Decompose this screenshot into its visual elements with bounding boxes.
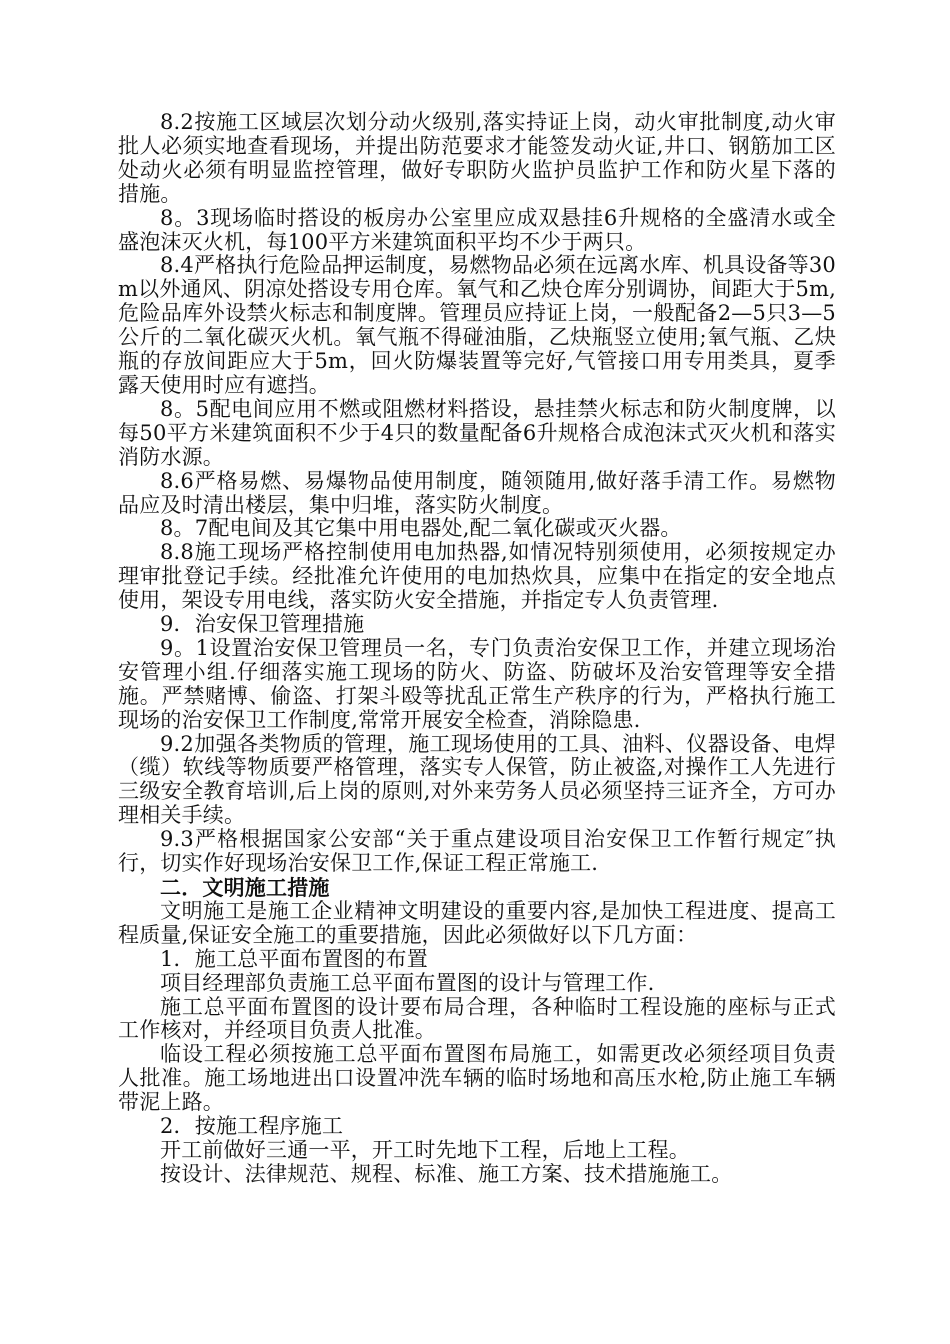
chapter-heading-civilized-construction: 二．文明施工措施	[160, 875, 330, 900]
paragraph-9-2: 9.2加强各类物质的管理，施工现场使用的工具、油料、仪器设备、电焊（缆）软线等物质要严格管理，落实专人保管，防止被盗,对操作工人先进行三级安全教育培训,后上岗的原则,对外来劳务人员必须坚持三证齐全，方可办理相关手续。	[118, 731, 836, 828]
paragraph-9-1: 9。1设置治安保卫管理员一名，专门负责治安保卫工作，并建立现场治安管理小组.仔细落实施工现场的防火、防盗、防破坏及治安管理等安全措施。严禁赌博、偷盗、打架斗殴等扰乱正常生产秩序的行为，严格执行施工现场的治安保卫工作制度,常常开展安全检查，消除隐患.	[118, 635, 836, 732]
paragraph-8-2: 8.2按施工区域层次划分动火级别,落实持证上岗，动火审批制度,动火审批人必须实地查看现场，并提出防范要求才能签发动火证,井口、钢筋加工区处动火必须有明显监控管理，做好专职防火监护员监护工作和防火星下落的措施。	[118, 110, 836, 206]
paragraph-8-8: 8.8施工现场严格控制使用电加热器,如情况特别须使用，必须按规定办理审批登记手续。经批准允许使用的电加热炊具，应集中在指定的安全地点使用，架设专用电线，落实防火安全措施，并指定专人负责管理.	[118, 540, 836, 613]
paragraph-8-4: 8.4严格执行危险品押运制度，易燃物品必须在远离水库、机具设备等30m以外通风、阴凉处搭设专用仓库。氧气和乙炔仓库分别调协，间距大于5m,危险品库外设禁火标志和制度牌。管理员应持证上岗，一般配备2—5只3—5公斤的二氧化碳灭火机。氧气瓶不得碰油脂，乙炔瓶竖立使用;氧气瓶、乙炔瓶的存放间距应大于5m，回火防爆装置等完好,气管接口用专用类具，夏季露天使用时应有遮挡。	[118, 253, 836, 397]
paragraph-9-3: 9.3严格根据国家公安部“关于重点建设项目治安保卫工作暂行规定″执行，切实作好现场治安保卫工作,保证工程正常施工.	[118, 827, 836, 876]
paragraph-layout-design: 施工总平面布置图的设计要布局合理，各种临时工程设施的座标与正式工作核对，并经项目负责人批准。	[118, 994, 836, 1043]
paragraph-civilized-intro: 文明施工是施工企业精神文明建设的重要内容,是加快工程进度、提高工程质量,保证安全施工的重要措施，因此必须做好以下几方面：	[118, 898, 836, 947]
paragraph-layout-responsibility: 项目经理部负责施工总平面布置图的设计与管理工作.	[160, 970, 655, 995]
paragraph-8-5: 8。5配电间应用不燃或阻燃材料搭设，悬挂禁火标志和防火制度牌，以每50平方米建筑面积不少于4只的数量配备6升规格合成泡沫式灭火机和落实消防水源。	[118, 396, 836, 469]
paragraph-temporary-works: 临设工程必须按施工总平面布置图布局施工，如需更改必须经项目负责人批准。施工场地进出口设置冲洗车辆的临时场地和高压水枪,防止施工车辆带泥上路。	[118, 1042, 836, 1115]
paragraph-8-7: 8。7配电间及其它集中用电器处,配二氧化碳或灭火器。	[160, 516, 682, 541]
subheading-1-layout: 1．施工总平面布置图的布置	[160, 946, 428, 971]
document-body	[118, 111, 836, 1187]
paragraph-8-6: 8.6严格易燃、易爆物品使用制度，随领随用,做好落手清工作。易燃物品应及时清出楼层，集中归堆，落实防火制度。	[118, 468, 836, 517]
paragraph-before-start: 开工前做好三通一平，开工时先地下工程，后地上工程。	[160, 1137, 690, 1162]
paragraph-design-compliance: 按设计、法律规范、规程、标准、施工方案、技术措施施工。	[160, 1161, 733, 1186]
paragraph-8-3: 8。3现场临时搭设的板房办公室里应成双悬挂6升规格的全盛清水或全盛泡沫灭火机，每100平方米建筑面积平均不少于两只。	[118, 205, 836, 254]
subheading-2-procedure: 2．按施工程序施工	[160, 1114, 344, 1139]
section-heading-9: 9．治安保卫管理措施	[160, 612, 365, 637]
